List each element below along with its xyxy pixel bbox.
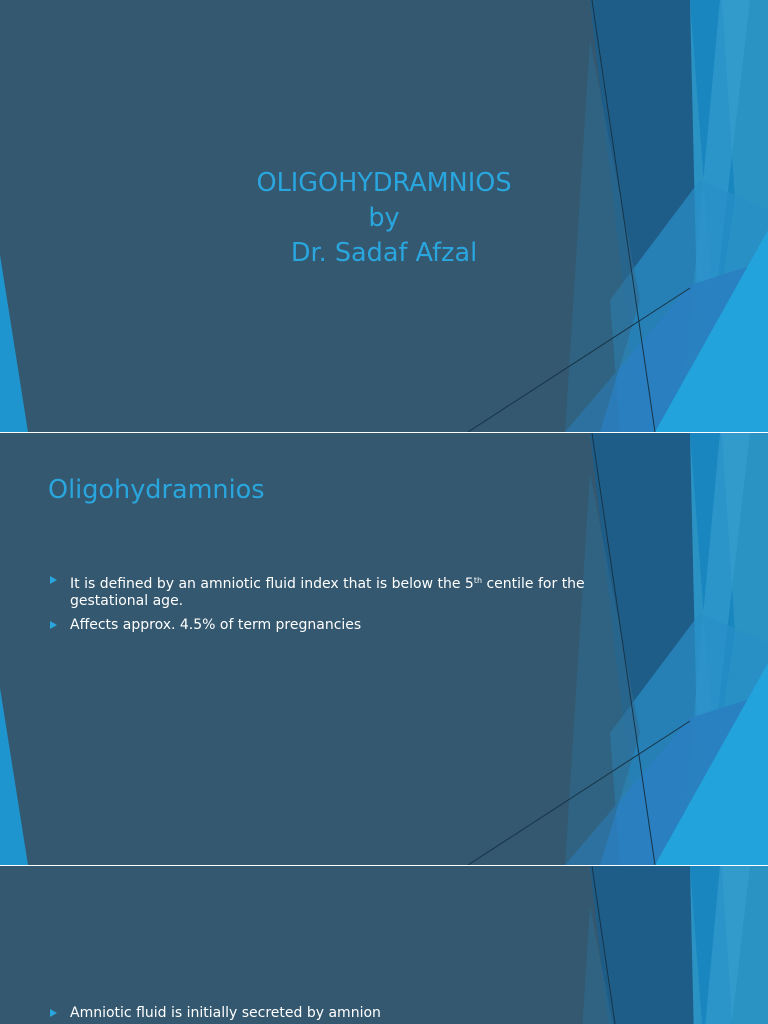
decorative-facets: [0, 866, 768, 1024]
superscript: th: [473, 576, 483, 585]
amniotic-fluid-slide: [0, 866, 768, 1024]
title-slide: [0, 0, 768, 432]
triangle-bullet-icon: [50, 621, 57, 629]
author-name: Dr. Sadaf Afzal: [290, 238, 478, 268]
presentation-title: OLIGOHYDRAMNIOS: [256, 168, 512, 198]
slide-heading: Oligohydramnios: [48, 475, 265, 505]
title-block: [0, 166, 768, 271]
list-item: [48, 1005, 588, 1022]
bullet-text: Amniotic fluid is initially secreted by amnion: [70, 1005, 381, 1021]
bullet-text-start: It is defined by an amniotic fluid index that is below the 5: [70, 576, 474, 592]
list-item: [48, 617, 588, 634]
title-by: by: [368, 203, 400, 233]
bullet-list: [48, 1005, 588, 1024]
triangle-bullet-icon: [50, 1009, 57, 1017]
definition-slide: [0, 433, 768, 865]
bullet-text-end: centile for the gestational age.: [70, 576, 585, 609]
triangle-bullet-icon: [50, 576, 57, 584]
bullet-text: Affects approx. 4.5% of term pregnancies: [70, 617, 362, 633]
list-item: [48, 572, 588, 610]
bullet-list: [48, 572, 588, 641]
